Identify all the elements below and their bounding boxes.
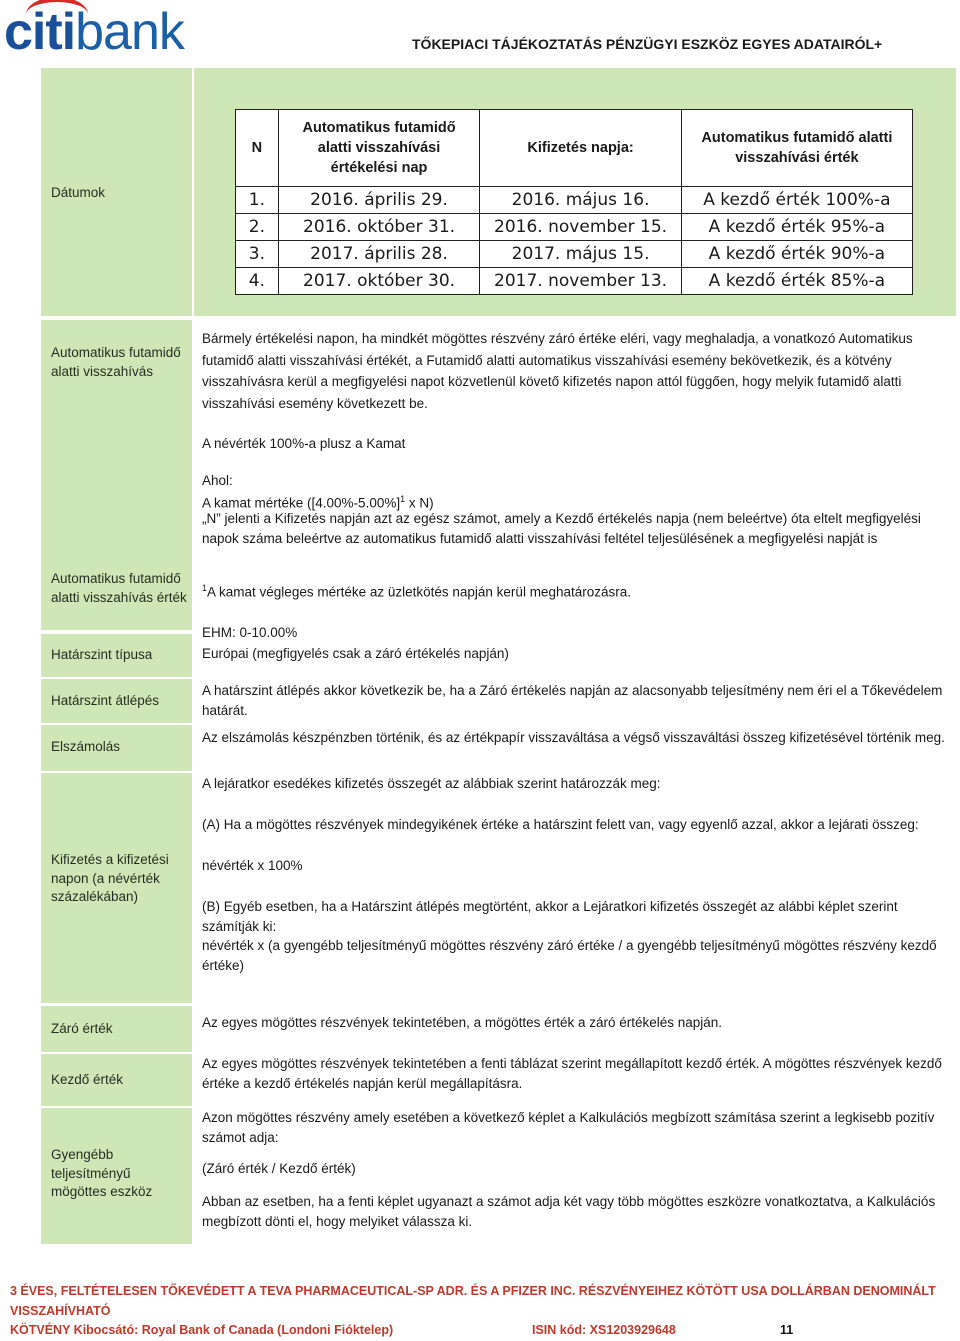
visszahivas-text: Bármely értékelési napon, ha mindkét mögöttes részvény záró értéke eléri, vagy meghaladja, a vonatkozó Automatikus futamidő alatti visszahívási értékét, a Futamidő alatti automatikus visszahívási esemény bekövetkezik, és a kötvény visszahívásra kerül a megfigyelési napot közvetlenül követő kifizetés napon attól függően, hogy melyik futamidő alatti visszahívási esemény következett be.	[202, 331, 913, 411]
row-kezdo-ertek	[41, 1054, 956, 1106]
gyengebb-p2: (Záró érték / Kezdő érték)	[202, 1161, 356, 1176]
col-header-n: N	[236, 110, 279, 187]
label-kifizetes: Kifizetés a kifizetési napon (a névérték százalékában)	[51, 852, 169, 904]
hatarszint-tipus-text: Európai (megfigyelés csak a záró értékelés napján)	[202, 646, 509, 661]
cell: 1.	[236, 187, 279, 214]
label-datumok: Dátumok	[51, 185, 106, 200]
row-hatarszint-tipus	[41, 634, 956, 677]
cell: 2016. április 29.	[278, 187, 480, 214]
kifizetes-a-formula: névérték x 100%	[202, 858, 303, 873]
cell: 2017. április 28.	[278, 241, 480, 268]
page-footer	[10, 1282, 950, 1341]
hatarszint-atlepes-text: A határszint átlépés akkor következik be, ha a Záró értékelés napján az alacsonyabb teljesítmény nem éri el a Tőkevédelem határát.	[202, 683, 943, 718]
table-row	[236, 241, 913, 268]
elszamolas-text: Az elszámolás készpénzben történik, és az értékpapír visszaváltása a végső visszaváltási összeg kifizetésével történik meg.	[202, 730, 945, 745]
cell: A kezdő érték 90%-a	[681, 241, 912, 268]
label-hatarszint-atlepes: Határszint átlépés	[51, 693, 160, 708]
col-header-ertekelesi-nap: Automatikus futamidő alatti visszahívási értékelési nap	[278, 110, 480, 187]
cell: 2016. május 16.	[480, 187, 681, 214]
kifizetes-intro: A lejáratkor esedékes kifizetés összegét az alábbiak szerint határozzák meg:	[202, 776, 661, 791]
kifizetes-a: (A) Ha a mögöttes részvények mindegyikének értéke a határszint felett van, vagy egyenlő azzal, akkor a lejárati összeg:	[202, 817, 919, 832]
col-header-visszahivasi-ertek: Automatikus futamidő alatti visszahívási érték	[681, 110, 912, 187]
row-elszamolas	[41, 725, 956, 771]
gyengebb-p3: Abban az esetben, ha a fenti képlet ugyanazt a számot adja két vagy több mögöttes eszközre vonatkoztatva, a Kalkulációs megbízott dönti el, hogy melyiket válassza ki.	[202, 1194, 936, 1229]
cell: 2017. május 15.	[480, 241, 681, 268]
note-footnote-mark: 1	[202, 583, 208, 593]
cell: 2016. november 15.	[480, 214, 681, 241]
cell: A kezdő érték 100%-a	[681, 187, 912, 214]
cell: 4.	[236, 268, 279, 295]
col-header-kifizetes-napja: Kifizetés napja:	[480, 110, 681, 187]
kifizetes-b: (B) Egyéb esetben, ha a Határszint átlépés megtörtént, akkor a Lejáratkori kifizetés összegét az alábbi képlet szerint számítják ki:	[202, 899, 898, 934]
table-row	[236, 268, 913, 295]
logo-citi: citi	[4, 3, 76, 61]
row-gyengebb	[41, 1108, 956, 1244]
label-hatarszint-tipus: Határszint típusa	[51, 647, 153, 662]
footer-line1: 3 ÉVES, FELTÉTELESEN TŐKEVÉDETT A TEVA PHARMACEUTICAL-SP ADR. ÉS A PFIZER INC. RÉSZVÉNYEIHEZ KÖTÖTT USA DOLLÁRBAN DENOMINÁLT VISSZAHÍVHATÓ	[10, 1284, 936, 1318]
logo-bank: bank	[75, 3, 184, 61]
row-kifizetes	[41, 773, 956, 1003]
label-elszamolas: Elszámolás	[51, 739, 121, 754]
table-row	[236, 214, 913, 241]
kezdo-ertek-text: Az egyes mögöttes részvények tekintetében a fenti táblázat szerint megállapított kezdő érték. A mögöttes részvények kezdő értéke a kezdő értékelés napján kerül megállapításra.	[202, 1056, 942, 1091]
ertek-ehm: EHM: 0-10.00%	[202, 625, 298, 640]
citibank-logo	[4, 2, 184, 62]
note-text: A kamat végleges mértéke az üzletkötés napján kerül meghatározásra.	[207, 584, 631, 600]
gyengebb-p1: Azon mögöttes részvény amely esetében a következő képlet a Kalkulációs megbízott számítása szerint a legkisebb pozitív számot adja:	[202, 1110, 935, 1145]
kamat-footnote-mark: 1	[400, 494, 406, 504]
zaro-ertek-text: Az egyes mögöttes részvények tekintetében, a mögöttes érték a záró értékelés napján.	[202, 1015, 723, 1030]
label-zaro-ertek: Záró érték	[51, 1021, 113, 1036]
label-visszahivas: Automatikus futamidő alatti visszahívás	[51, 345, 181, 379]
cell: 2017. november 13.	[480, 268, 681, 295]
cell: A kezdő érték 85%-a	[681, 268, 912, 295]
label-visszahivas-ertek: Automatikus futamidő alatti visszahívás érték	[51, 571, 187, 605]
ertek-line1: A névérték 100%-a plusz a Kamat	[202, 436, 406, 451]
row-zaro-ertek	[41, 1006, 956, 1052]
label-kezdo-ertek: Kezdő érték	[51, 1072, 124, 1087]
kamat-tail: x N)	[405, 495, 434, 511]
row-visszahivas-ertek	[41, 424, 956, 640]
page-number: 11	[780, 1323, 794, 1337]
cell: 2016. október 31.	[278, 214, 480, 241]
cell: 3.	[236, 241, 279, 268]
page-header-title: TŐKEPIACI TÁJÉKOZTATÁS PÉNZÜGYI ESZKÖZ EGYES ADATAIRÓL+	[412, 36, 883, 52]
label-gyengebb: Gyengébb teljesítményű mögöttes eszköz	[51, 1147, 153, 1199]
kifizetes-b-formula: névérték x (a gyengébb teljesítményű mögöttes részvény záró értéke / a gyengébb teljesítményű mögöttes részvény kezdő értéke)	[202, 938, 937, 973]
logo-arc	[26, 0, 88, 32]
dates-table	[235, 109, 913, 295]
row-hatarszint-atlepes	[41, 679, 956, 723]
cell: 2017. október 30.	[278, 268, 480, 295]
cell: A kezdő érték 95%-a	[681, 214, 912, 241]
ertek-ahol: Ahol:	[202, 473, 233, 488]
footer-issuer: KÖTVÉNY Kibocsátó: Royal Bank of Canada (Londoni Fióktelep)	[10, 1323, 394, 1337]
dates-table-header	[236, 110, 913, 187]
cell: 2.	[236, 214, 279, 241]
ertek-note	[202, 579, 946, 602]
footer-isin: ISIN kód: XS1203929648	[532, 1323, 676, 1337]
ertek-n-desc: „N” jelenti a Kifizetés napján azt az egész számot, amely a Kezdő értékelés napja (nem beleértve) óta eltelt megfigyelési napok száma beleértve az automatikus futamidő alatti visszahívási feltétel teljesülésének a megfigyelési napját is	[202, 511, 921, 546]
kamat-text: A kamat mértéke ([4.00%-5.00%]	[202, 495, 401, 511]
footer-line2	[10, 1321, 950, 1341]
table-row	[236, 187, 913, 214]
